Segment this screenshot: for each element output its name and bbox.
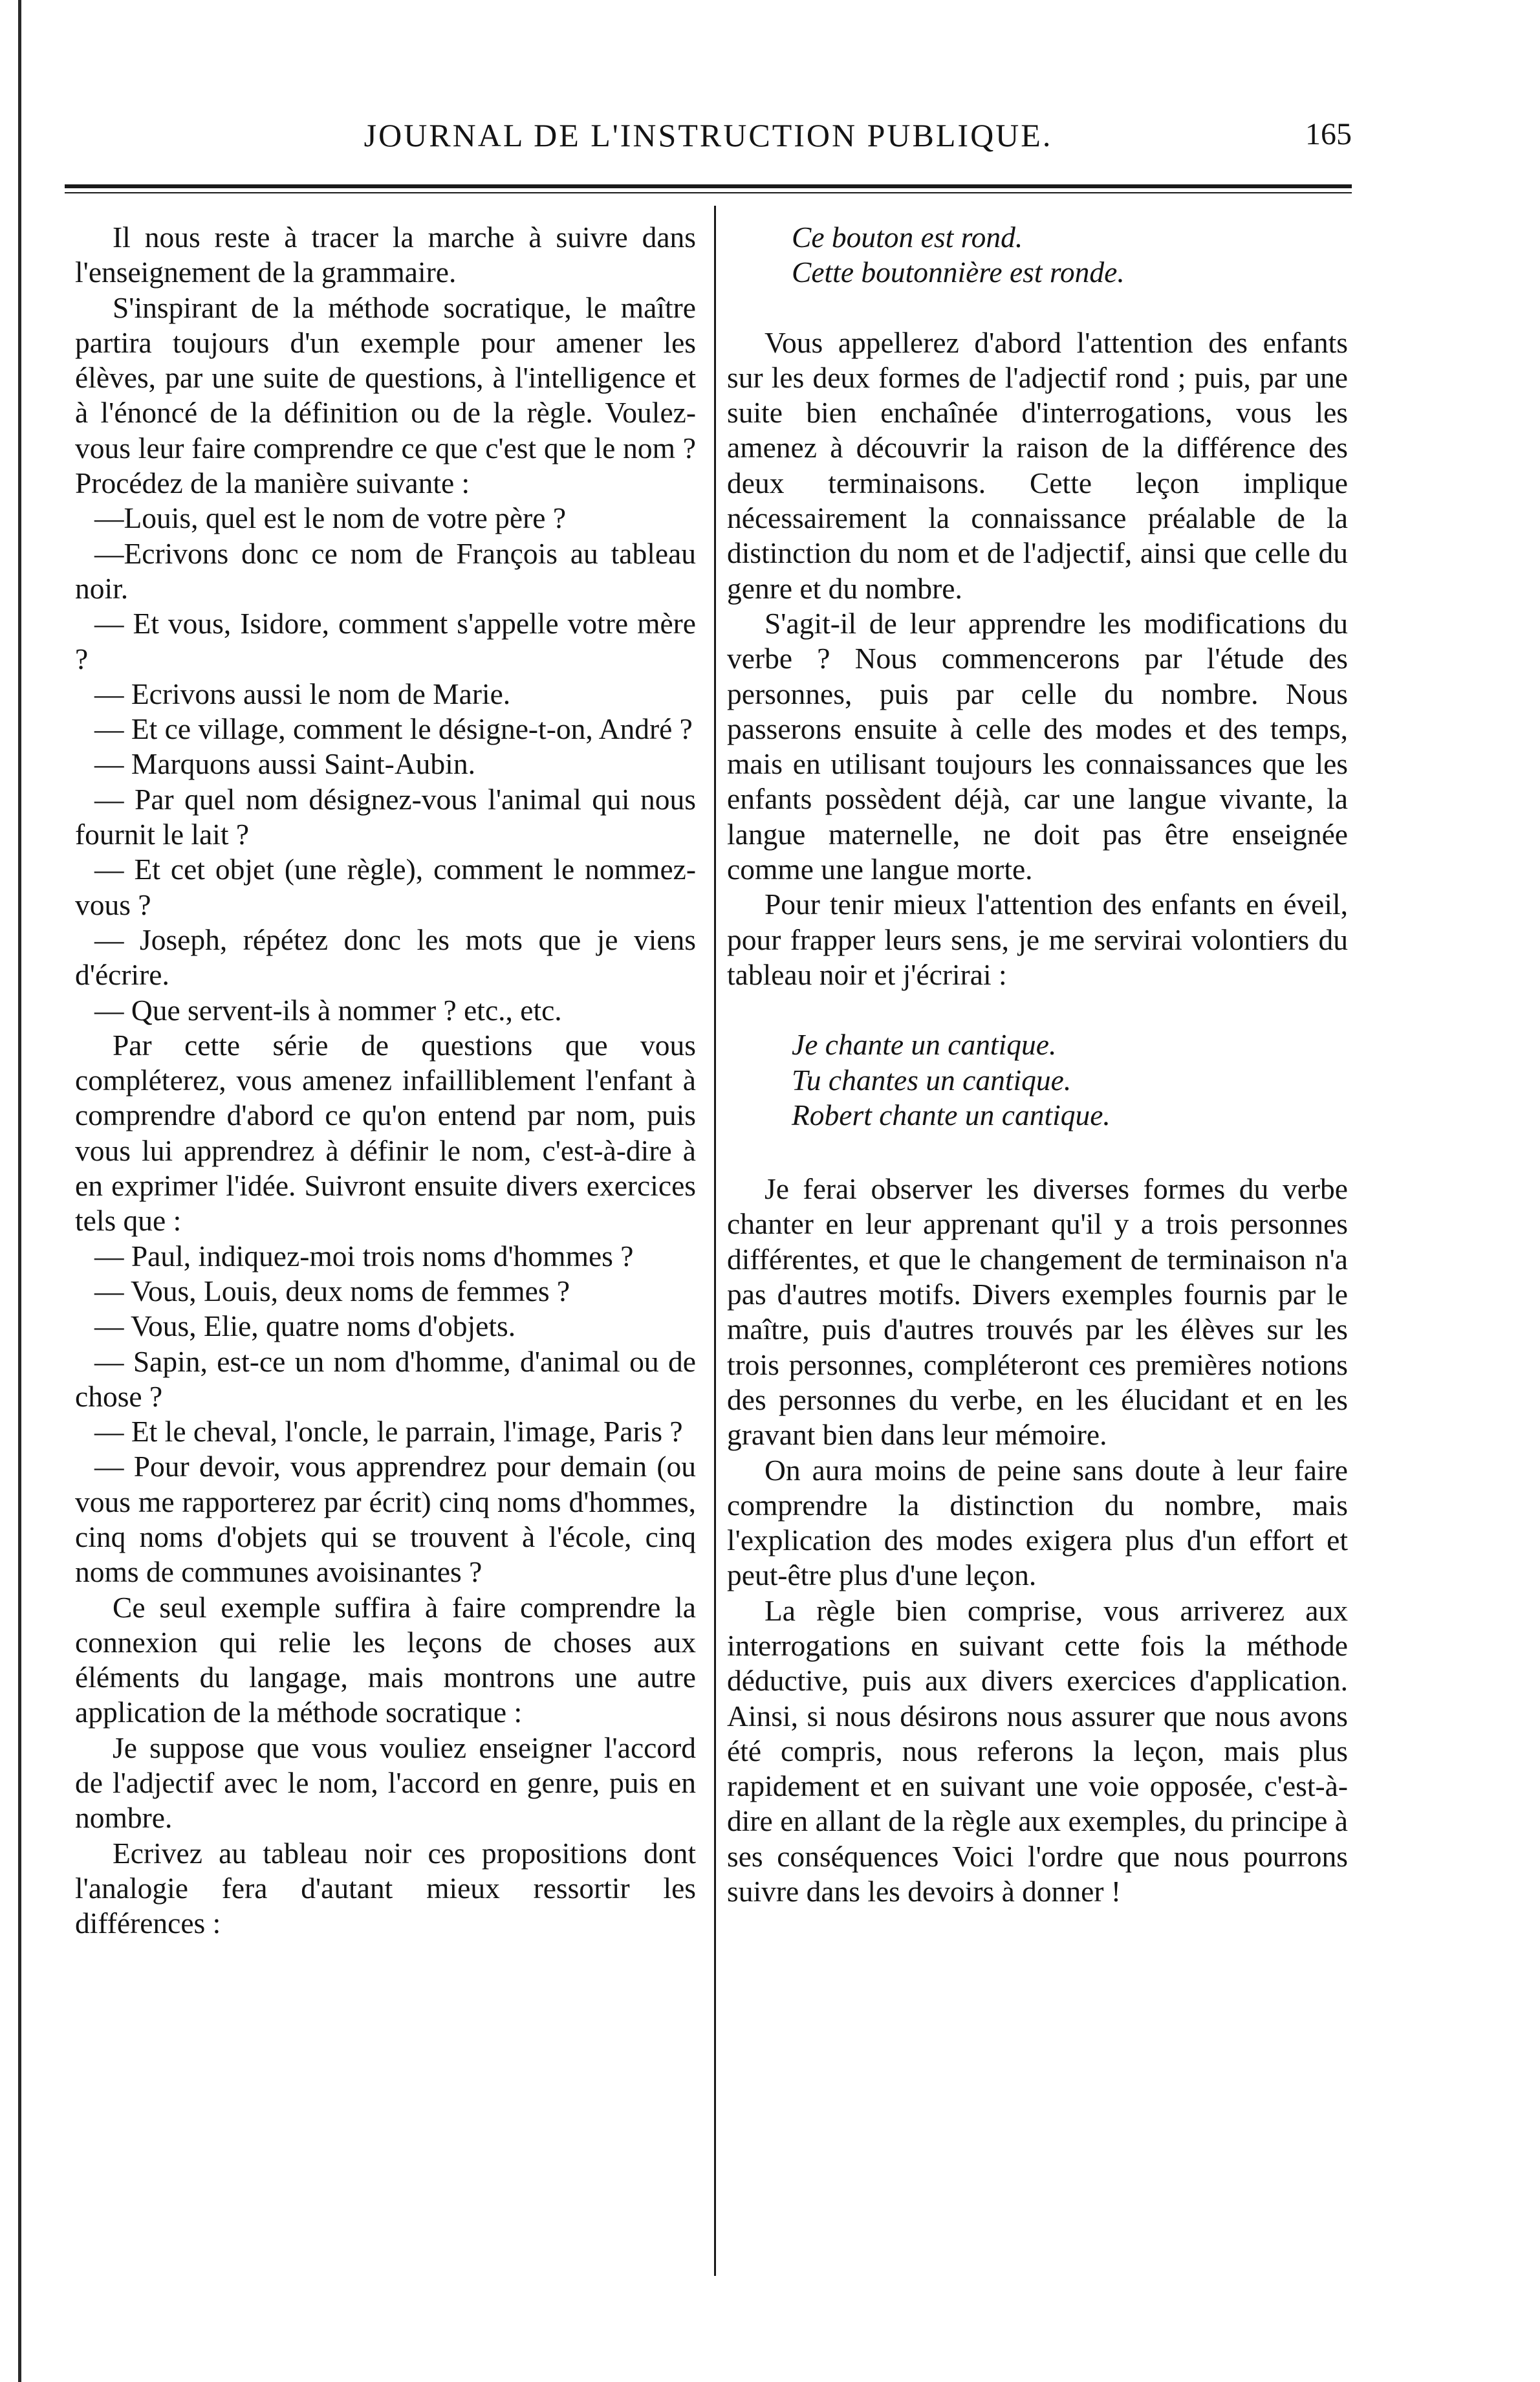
paragraph: Il nous reste à tracer la marche à suivre dans l'enseignement de la grammaire.	[75, 221, 696, 289]
example-sentence: Tu chantes un cantique.	[792, 1063, 1072, 1097]
dialogue-line: — Et le cheval, l'oncle, le parrain, l'image, Paris ?	[94, 1415, 683, 1448]
running-header	[65, 110, 1352, 168]
paragraph: S'agit-il de leur apprendre les modifications du verbe ? Nous commencerons par l'étude des personnes, puis par celle du nombre. Nous passerons ensuite à celle des modes et des temps, mais en utilisant toujours les connaissances que les enfants possèdent déjà, car une langue vivante, la langue maternelle, ne doit pas être enseignée comme une langue morte.	[727, 606, 1348, 886]
paragraph: S'inspirant de la méthode socratique, le maître partira toujours d'un exemple pour amener les élèves, par une suite de questions, à l'intelligence et à l'énoncé de la définition ou de la règle. Voulez-vous leur faire comprendre ce que c'est que le nom ? Procédez de la manière suivante :	[75, 290, 696, 500]
header-rule-thick	[65, 184, 1352, 188]
paragraph: La règle bien comprise, vous arriverez aux interrogations en suivant cette fois la méthode déductive, puis aux divers exercices d'application. Ainsi, si nous désirons nous assurer que nous avons été compris, nous referons la leçon, mais plus rapidement et en suivant une voie opposée, c'est-à-dire en allant de la règle aux exemples, du principe à ses conséquences Voici l'ordre que nous pourrons suivre dans les devoirs à donner !	[727, 1593, 1348, 1908]
paragraph: On aura moins de peine sans doute à leur faire comprendre la distinction du nombre, mais l'explication des modes exigera plus d'un effort et peut-être plus d'une leçon.	[727, 1453, 1348, 1592]
paragraph: Je ferai observer les diverses formes du verbe chanter en leur apprenant qu'il y a trois personnes différentes, et que le changement de terminaison n'a pas d'autres motifs. Divers exemples fournis par le maître, puis d'autres trouvés par les élèves sur les trois personnes, compléteront ces premières notions des personnes du verbe, en les élucidant et en les gravant bien dans leur mémoire.	[727, 1172, 1348, 1452]
dialogue-line: — Marquons aussi Saint-Aubin.	[94, 747, 475, 781]
dialogue-line: — Ecrivons aussi le nom de Marie.	[94, 677, 511, 710]
example-sentence: Cette boutonnière est ronde.	[792, 256, 1125, 289]
dialogue-line: — Et ce village, comment le désigne-t-on, André ?	[94, 712, 693, 746]
dialogue-line: — Vous, Elie, quatre noms d'objets.	[94, 1309, 516, 1343]
example-sentence: Ce bouton est rond.	[792, 221, 1023, 254]
paragraph: Je suppose que vous vouliez enseigner l'accord de l'adjectif avec le nom, l'accord en genre, puis en nombre.	[75, 1731, 696, 1835]
paragraph: Par cette série de questions que vous compléterez, vous amenez infailliblement l'enfant à comprendre d'abord ce qu'on entend par nom, puis vous lui apprendrez à définir le nom, c'est-à-dire à en exprimer l'idée. Suivront ensuite divers exercices tels que :	[75, 1028, 696, 1238]
column-divider	[714, 206, 716, 2276]
spacer	[727, 1133, 1348, 1172]
header-rule-thin	[65, 192, 1352, 193]
spacer	[727, 290, 1348, 325]
dialogue-line: — Pour devoir, vous apprendrez pour demain (ou vous me rapporterez par écrit) cinq noms d'hommes, cinq noms d'objets qui se trouvent à l'école, cinq noms de communes avoisinantes ?	[75, 1450, 696, 1589]
paragraph: Pour tenir mieux l'attention des enfants en éveil, pour frapper leurs sens, je me servirai volontiers du tableau noir et j'écrirai :	[727, 888, 1348, 991]
dialogue-line: — Et cet objet (une règle), comment le nommez-vous ?	[75, 853, 696, 921]
page-binding-edge	[18, 0, 21, 2382]
paragraph: Vous appellerez d'abord l'attention des enfants sur les deux formes de l'adjectif rond ; puis, par une suite bien enchaînée d'interrogations, vous les amenez à découvrir la raison de la différence des deux terminaisons. Cette leçon implique nécessairement la connaissance préalable de la distinction du nom et de l'adjectif, ainsi que celle du genre et du nombre.	[727, 325, 1348, 605]
dialogue-line: — Et vous, Isidore, comment s'appelle votre mère ?	[75, 607, 696, 675]
page-number: 165	[1305, 117, 1352, 151]
dialogue-line: — Que servent-ils à nommer ? etc., etc.	[94, 993, 562, 1027]
journal-title: JOURNAL DE L'INSTRUCTION PUBLIQUE.	[363, 117, 1053, 153]
dialogue-line: —Ecrivons donc ce nom de François au tableau noir.	[75, 536, 696, 605]
paragraph: Ce seul exemple suffira à faire comprendre la connexion qui relie les leçons de choses aux éléments du langage, mais montrons une autre application de la méthode socratique :	[75, 1590, 696, 1729]
paragraph: Ecrivez au tableau noir ces propositions dont l'analogie fera d'autant mieux ressortir les différences :	[75, 1836, 696, 1940]
spacer	[727, 992, 1348, 1027]
dialogue-line: — Joseph, répétez donc les mots que je viens d'écrire.	[75, 923, 696, 992]
dialogue-line: —Louis, quel est le nom de votre père ?	[94, 501, 567, 535]
left-column	[75, 220, 696, 1941]
example-sentence: Robert chante un cantique.	[792, 1098, 1111, 1131]
right-column	[727, 220, 1348, 1909]
dialogue-line: — Par quel nom désignez-vous l'animal qui nous fournit le lait ?	[75, 782, 696, 851]
dialogue-line: — Sapin, est-ce un nom d'homme, d'animal ou de chose ?	[75, 1344, 696, 1413]
dialogue-line: — Paul, indiquez-moi trois noms d'hommes ?	[94, 1239, 634, 1273]
dialogue-line: — Vous, Louis, deux noms de femmes ?	[94, 1274, 570, 1307]
example-sentence: Je chante un cantique.	[792, 1028, 1057, 1062]
